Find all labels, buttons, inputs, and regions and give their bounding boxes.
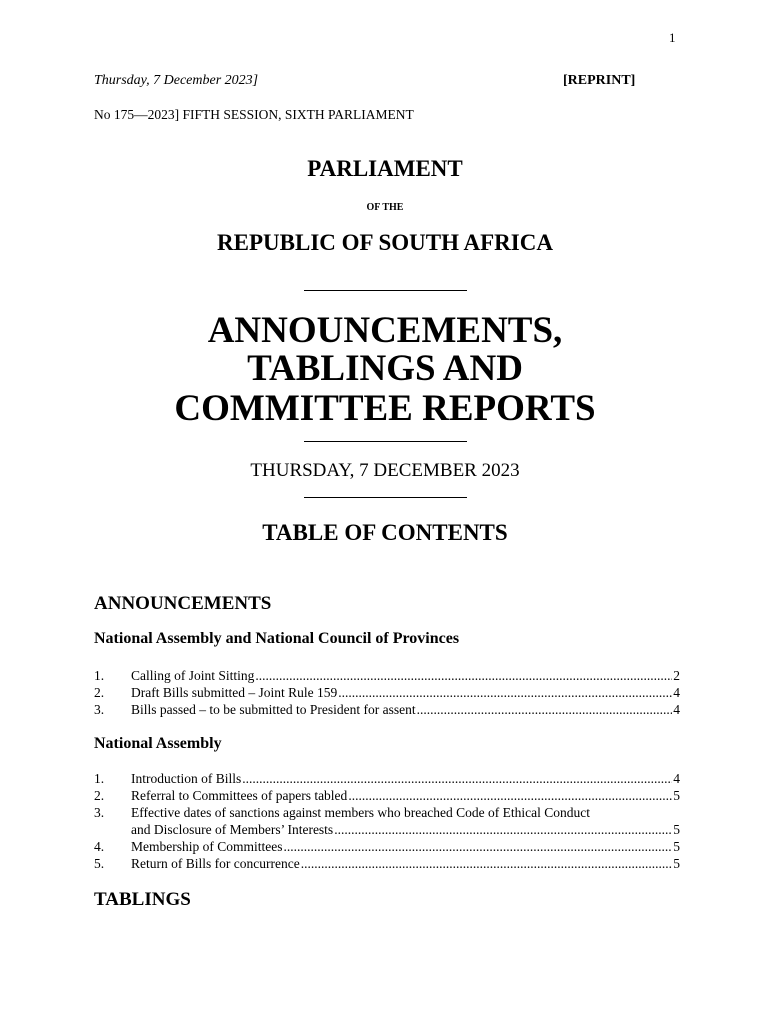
- toc-entry-label: Membership of Committees: [131, 839, 283, 854]
- divider: [304, 441, 467, 442]
- toc-entry-page: 4: [673, 702, 680, 717]
- toc-entry-page: 5: [673, 822, 680, 837]
- toc-entry[interactable]: [94, 684, 680, 701]
- dot-leader: [348, 787, 672, 804]
- main-title-line-2: TABLINGS AND: [247, 348, 523, 389]
- toc-entry[interactable]: [94, 855, 680, 872]
- toc-entry-number: 1.: [94, 771, 105, 786]
- main-title-line-3: COMMITTEE REPORTS: [174, 388, 596, 429]
- toc-entry-number: 2.: [94, 788, 105, 803]
- toc-entry-label: Bills passed – to be submitted to President for assent: [131, 702, 416, 717]
- republic-heading: REPUBLIC OF SOUTH AFRICA: [217, 230, 553, 255]
- toc-entry-page: 5: [673, 788, 680, 803]
- divider: [304, 290, 467, 291]
- toc-entry[interactable]: [94, 838, 680, 855]
- dot-leader: [283, 838, 672, 855]
- toc-entry-page: 4: [673, 771, 680, 786]
- joint-section-heading: National Assembly and National Council of Provinces: [94, 630, 460, 647]
- page-number: 1: [669, 30, 676, 45]
- dot-leader: [301, 855, 673, 872]
- header-date: Thursday, 7 December 2023]: [94, 73, 259, 88]
- toc-entry-number: 4.: [94, 839, 105, 854]
- na-section-heading: National Assembly: [94, 735, 222, 752]
- session-line: No 175—2023] FIFTH SESSION, SIXTH PARLIAMENT: [94, 107, 414, 122]
- toc-entry-page: 2: [673, 668, 680, 683]
- toc-entry-number: 2.: [94, 685, 105, 700]
- toc-entry-label: Calling of Joint Sitting: [131, 668, 255, 683]
- toc-entry-number: 3.: [94, 805, 105, 820]
- toc-entry-label: Draft Bills submitted – Joint Rule 159: [131, 685, 338, 700]
- dot-leader: [338, 684, 672, 701]
- document-date: THURSDAY, 7 DECEMBER 2023: [250, 460, 520, 481]
- toc-entry-label: Referral to Committees of papers tabled: [131, 788, 348, 803]
- toc-entry-number: 1.: [94, 668, 105, 683]
- main-title-line-1: ANNOUNCEMENTS,: [207, 310, 563, 351]
- toc-entry-label: and Disclosure of Members’ Interests: [131, 822, 334, 837]
- tablings-heading: TABLINGS: [94, 889, 191, 910]
- dot-leader: [417, 701, 673, 718]
- toc-entry-page: 5: [673, 856, 680, 871]
- toc-entry[interactable]: [94, 804, 680, 838]
- parliament-heading: PARLIAMENT: [307, 156, 463, 181]
- divider: [304, 497, 467, 498]
- toc-entry-page: 5: [673, 839, 680, 854]
- dot-leader: [255, 667, 672, 684]
- toc-entry-number: 5.: [94, 856, 105, 871]
- toc-entry[interactable]: [94, 667, 680, 684]
- toc-entry-page: 4: [673, 685, 680, 700]
- toc-entry-label: Introduction of Bills: [131, 771, 242, 786]
- reprint-label: [REPRINT]: [563, 73, 636, 88]
- toc-heading: TABLE OF CONTENTS: [262, 520, 508, 545]
- toc-entry[interactable]: [94, 701, 680, 718]
- toc-entry-label-line-1: Effective dates of sanctions against members who breached Code of Ethical Conduct: [131, 805, 590, 820]
- dot-leader: [242, 770, 672, 787]
- announcements-heading: ANNOUNCEMENTS: [94, 593, 272, 614]
- toc-entry[interactable]: [94, 770, 680, 787]
- toc-entry[interactable]: [94, 787, 680, 804]
- toc-entry-number: 3.: [94, 702, 105, 717]
- dot-leader: [334, 821, 672, 838]
- toc-entry-label: Return of Bills for concurrence: [131, 856, 300, 871]
- of-the-heading: OF THE: [366, 202, 404, 213]
